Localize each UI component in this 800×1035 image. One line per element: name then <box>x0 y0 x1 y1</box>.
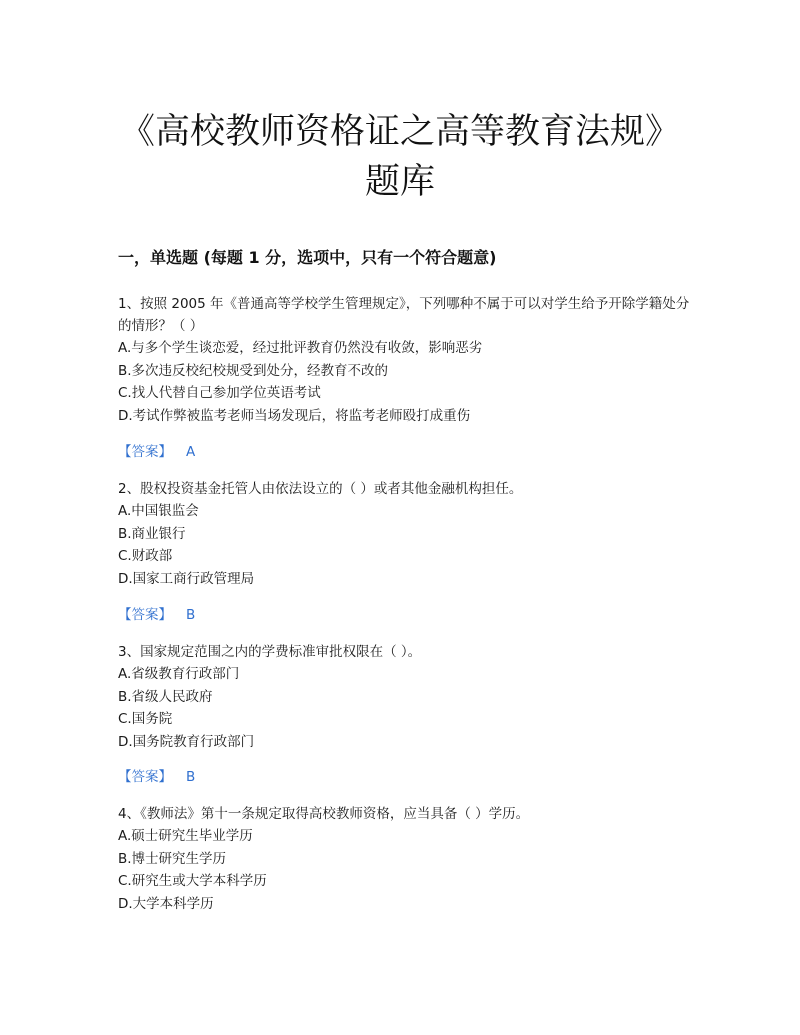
question-1-option-c: C.找人代替自己参加学位英语考试 <box>118 385 321 401</box>
question-3-option-c: C.国务院 <box>118 711 173 727</box>
question-3-option-a: A.省级教育行政部门 <box>118 666 240 682</box>
question-4-text: 4、《教师法》第十一条规定取得高校教师资格，应当具备（ ）学历。 <box>118 806 530 822</box>
document-title: 《高校教师资格证之高等教育法规》 <box>119 112 680 152</box>
section-heading: 一，单选题 (每题 1 分，选项中，只有一个符合题意) <box>118 248 497 267</box>
question-1-answer <box>118 441 195 463</box>
document-title-line2: 题库 <box>364 162 435 202</box>
question-1-option-d: D.考试作弊被监考老师当场发现后，将监考老师殴打成重伤 <box>118 407 471 424</box>
question-1 <box>118 293 698 427</box>
question-4 <box>118 803 698 915</box>
question-4-option-c: C.研究生或大学本科学历 <box>118 873 267 889</box>
question-2 <box>118 478 698 590</box>
question-1-option-a: A.与多个学生谈恋爱，经过批评教育仍然没有收敛，影响恶劣 <box>118 340 483 356</box>
question-4-option-d: D.大学本科学历 <box>118 895 214 912</box>
question-2-option-a: A.中国银监会 <box>118 503 199 519</box>
question-3-answer <box>118 766 195 788</box>
question-3-text: 3、国家规定范围之内的学费标准审批权限在（ ）。 <box>118 644 422 660</box>
question-2-text: 2、股权投资基金托管人由依法设立的（ ）或者其他金融机构担任。 <box>118 481 523 497</box>
answer-label: 【答案】 <box>118 444 172 460</box>
question-1-text: 1、按照 2005 年《普通高等学校学生管理规定》，下列哪种不属于可以对学生给予开除学籍处分的情形？（ ） <box>118 296 690 334</box>
question-2-option-b: B.商业银行 <box>118 525 186 542</box>
answer-label: 【答案】 <box>118 607 172 623</box>
question-2-option-c: C.财政部 <box>118 548 173 564</box>
question-2-answer <box>118 604 195 626</box>
question-3 <box>118 641 698 753</box>
question-4-option-a: A.硕士研究生毕业学历 <box>118 828 253 844</box>
answer-value: A <box>186 444 196 460</box>
answer-value: B <box>186 607 196 623</box>
question-1-option-b: B.多次违反校纪校规受到处分，经教育不改的 <box>118 362 389 379</box>
question-3-option-b: B.省级人民政府 <box>118 688 213 705</box>
answer-value: B <box>186 769 196 785</box>
question-3-option-d: D.国务院教育行政部门 <box>118 733 255 750</box>
answer-label: 【答案】 <box>118 769 172 785</box>
question-4-option-b: B.博士研究生学历 <box>118 850 227 867</box>
question-2-option-d: D.国家工商行政管理局 <box>118 570 255 587</box>
